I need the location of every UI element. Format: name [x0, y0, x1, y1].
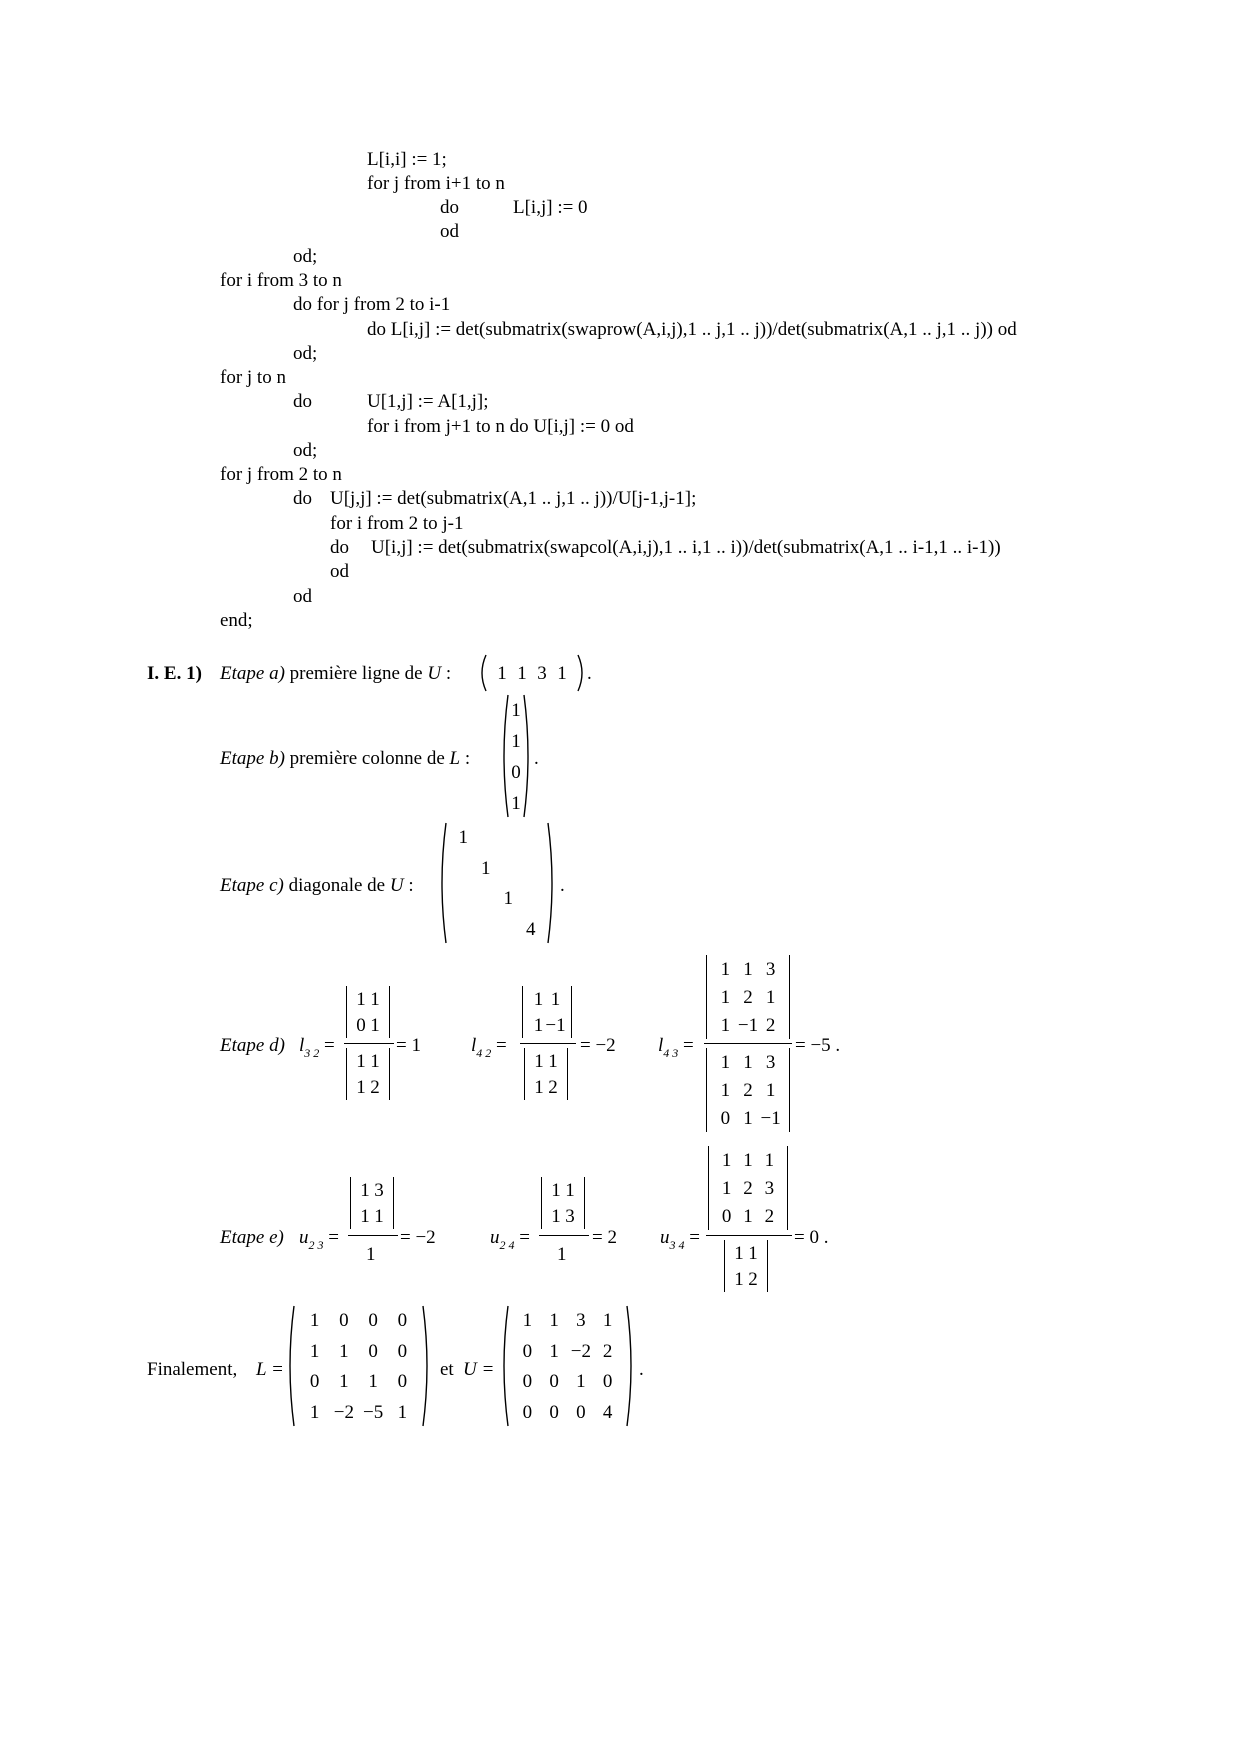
matrix-cell: 0 [522, 1401, 533, 1423]
matrix-cell: 1 [497, 663, 507, 684]
l42-label: $l_{4 2}$ = [471, 1035, 507, 1060]
parentheses [500, 694, 532, 818]
matrix-cell: 1 [360, 1206, 370, 1227]
determinant-bar [571, 986, 572, 1038]
matrix-cell: 1 [576, 1371, 586, 1393]
period: . [639, 1359, 644, 1380]
determinant [541, 1177, 585, 1229]
matrix-cell: 2 [765, 1015, 776, 1036]
determinant-bar [789, 955, 790, 1039]
determinant [350, 1177, 394, 1229]
determinant [524, 1048, 568, 1100]
matrix-cell: 1 [765, 1080, 776, 1101]
determinant [724, 1240, 768, 1292]
matrix-cell: 1 [511, 792, 521, 814]
matrix-cell: 1 [551, 1180, 561, 1201]
matrix-cell: 1 [550, 989, 561, 1010]
step-tag: Etape b) [220, 748, 285, 769]
code-line: U[1,j] := A[1,j]; [367, 391, 489, 412]
matrix-cell: 1 [370, 989, 380, 1010]
matrix-cell: 1 [743, 1206, 753, 1227]
step-tag: Etape c) [220, 875, 284, 896]
matrix-cell: 0 [549, 1371, 559, 1393]
determinant-bar [787, 1146, 788, 1230]
parentheses [286, 1305, 431, 1427]
matrix-cell: −1 [545, 1015, 566, 1036]
matrix-cell: 1 [309, 1401, 320, 1423]
matrix-cell: 0 [602, 1371, 613, 1393]
matrix-cell: 1 [533, 1015, 544, 1036]
variable: U [427, 663, 442, 684]
matrix-cell: 1 [356, 1077, 366, 1098]
matrix-cell: 1 [549, 1310, 559, 1332]
step-text: première colonne de [284, 748, 450, 769]
determinant-bar [724, 1240, 725, 1292]
result: = 2 [592, 1227, 617, 1248]
result: = −2 [580, 1035, 616, 1056]
result: = −5 . [795, 1035, 841, 1056]
matrix-L [286, 1305, 431, 1427]
code-line: od [293, 586, 312, 607]
code-line: do L[i,j] := det(submatrix(swaprow(A,i,j),1 .. j,1 .. j))/det(submatrix(A,1 .. j,1 .. j)) od [367, 319, 1017, 340]
result: = −2 [400, 1227, 436, 1248]
matrix-cell: 1 [743, 1150, 753, 1171]
u34-label: $u_{3 4}$ = [660, 1227, 700, 1252]
matrix-cell: 1 [549, 1340, 559, 1362]
determinant-bar [393, 1177, 394, 1229]
step-text: diagonale de [283, 875, 390, 896]
matrix-cell: 3 [374, 1180, 384, 1201]
section-label: I. E. 1) [147, 663, 202, 684]
u24-label: $u_{2 4}$ = [490, 1227, 530, 1252]
matrix-cell: 0 [522, 1371, 533, 1393]
determinant-bar [522, 986, 523, 1038]
L-label: L = [256, 1359, 284, 1380]
matrix-cell: 1 [748, 1243, 758, 1264]
code-line: do [440, 197, 459, 218]
matrix-cell: 1 [602, 1310, 613, 1332]
u23-label: $u_{2 3}$ = [299, 1227, 339, 1252]
matrix-cell: 1 [557, 663, 567, 684]
period: . [560, 875, 565, 896]
determinant [346, 986, 390, 1038]
matrix-cell: 2 [370, 1077, 380, 1098]
determinant-bar [708, 1146, 709, 1230]
matrix-cell: 2 [743, 987, 753, 1008]
matrix-cell: 1 [503, 888, 513, 910]
matrix-cell: 1 [397, 1401, 408, 1423]
matrix-cell: 0 [356, 1015, 366, 1036]
determinant-bar [346, 986, 347, 1038]
parentheses [438, 822, 556, 944]
period: . [534, 748, 539, 769]
conjunction: et [440, 1359, 454, 1380]
code-line: do for j from 2 to i-1 [293, 294, 451, 315]
matrix-cell: 0 [368, 1310, 378, 1332]
fraction-bar [706, 1235, 792, 1236]
matrix-cell: 1 [720, 1052, 731, 1073]
code-line: for i from j+1 to n do U[i,j] := 0 od [367, 416, 634, 437]
fraction-bar [520, 1043, 576, 1044]
matrix-cell: 0 [549, 1401, 559, 1423]
matrix-cell: 1 [370, 1051, 380, 1072]
code-line: for j from i+1 to n [367, 173, 505, 194]
matrix-cell: 0 [309, 1371, 320, 1393]
determinant-bar [584, 1177, 585, 1229]
matrix-cell: −2 [333, 1401, 354, 1423]
matrix-cell: 3 [537, 663, 547, 684]
l43-label: $l_{4 3}$ = [658, 1035, 694, 1060]
colon: : [460, 748, 471, 769]
matrix-U [500, 1305, 635, 1427]
determinant-bar [567, 1048, 568, 1100]
parentheses [478, 654, 586, 692]
matrix-cell: 1 [743, 959, 753, 980]
denominator: 1 [557, 1244, 567, 1265]
matrix-cell: 1 [720, 959, 731, 980]
denominator: 1 [366, 1244, 376, 1265]
matrix-cell: 1 [565, 1180, 575, 1201]
matrix-cell: 1 [533, 989, 544, 1010]
matrix-cell: 3 [765, 959, 776, 980]
matrix-cell: 1 [368, 1371, 378, 1393]
matrix-cell: 0 [397, 1371, 408, 1393]
code-line: for i from 3 to n [220, 270, 342, 291]
parentheses [500, 1305, 635, 1427]
matrix-cell: 1 [743, 1108, 753, 1129]
matrix-cell: −2 [570, 1340, 591, 1362]
matrix-cell: 1 [309, 1340, 320, 1362]
matrix-cell: 1 [517, 663, 527, 684]
matrix-cell: 1 [721, 1178, 732, 1199]
matrix-cell: 1 [764, 1150, 775, 1171]
matrix-cell: −1 [737, 1015, 759, 1036]
determinant-bar [524, 1048, 525, 1100]
matrix-cell: 0 [397, 1310, 408, 1332]
matrix-cell: 0 [339, 1310, 349, 1332]
matrix-cell: 1 [551, 1206, 561, 1227]
matrix-cell: 1 [339, 1340, 349, 1362]
matrix-cell: 3 [765, 1052, 776, 1073]
matrix-cell: 1 [374, 1206, 384, 1227]
determinant-bar [350, 1177, 351, 1229]
code-line: od [330, 561, 349, 582]
matrix-cell: 1 [339, 1371, 349, 1393]
diagonal-matrix [438, 822, 556, 944]
matrix-cell: 2 [764, 1206, 775, 1227]
matrix-cell: 1 [720, 987, 731, 1008]
determinant [708, 1146, 788, 1230]
code-line: L[i,j] := 0 [513, 197, 588, 218]
matrix-cell: 1 [356, 1051, 366, 1072]
code-line: od [440, 221, 459, 242]
matrix-cell: 2 [743, 1178, 753, 1199]
matrix-cell: 1 [721, 1150, 732, 1171]
determinant-bar [346, 1048, 347, 1100]
determinant [706, 1048, 790, 1132]
code-line: U[j,j] := det(submatrix(A,1 .. j,1 .. j))/U[j-1,j-1]; [330, 488, 697, 509]
matrix-cell: 3 [565, 1206, 575, 1227]
determinant-bar [789, 1048, 790, 1132]
matrix-cell: 1 [548, 1051, 558, 1072]
U-label: U = [463, 1359, 495, 1380]
matrix-cell: 1 [534, 1077, 544, 1098]
determinant-bar [541, 1177, 542, 1229]
matrix-cell: 1 [522, 1310, 533, 1332]
result: = 1 [396, 1035, 421, 1056]
matrix-cell: 1 [458, 827, 468, 849]
colon: : [441, 663, 452, 684]
step-tag: Etape a) [220, 663, 285, 684]
fraction-bar [539, 1235, 589, 1236]
code-line: L[i,i] := 1; [367, 149, 447, 170]
matrix-cell: 1 [370, 1015, 380, 1036]
matrix-cell: 1 [511, 730, 521, 752]
determinant-bar [389, 1048, 390, 1100]
matrix-cell: 1 [743, 1052, 753, 1073]
matrix-cell: 1 [720, 1080, 731, 1101]
step-tag: Etape d) [220, 1035, 285, 1056]
matrix-cell: 1 [734, 1269, 744, 1290]
matrix-cell: 4 [526, 918, 536, 940]
determinant-bar [706, 1048, 707, 1132]
determinant [522, 986, 572, 1038]
matrix-cell: 2 [743, 1080, 753, 1101]
fraction-bar [348, 1235, 398, 1236]
matrix-cell: 1 [356, 989, 366, 1010]
code-line: do [330, 537, 349, 558]
code-line: for j from 2 to n [220, 464, 342, 485]
matrix-cell: 1 [720, 1015, 731, 1036]
matrix-cell: 2 [602, 1340, 613, 1362]
row-vector [478, 654, 586, 692]
code-line: end; [220, 610, 253, 631]
code-line: for i from 2 to j-1 [330, 513, 464, 534]
matrix-cell: 4 [602, 1401, 613, 1423]
determinant-bar [389, 986, 390, 1038]
matrix-cell: 3 [576, 1310, 586, 1332]
determinant-bar [706, 955, 707, 1039]
matrix-cell: 2 [748, 1269, 758, 1290]
code-line: for j to n [220, 367, 286, 388]
matrix-cell: 1 [511, 699, 521, 721]
matrix-cell: 0 [576, 1401, 586, 1423]
matrix-cell: 0 [522, 1340, 533, 1362]
result: = 0 . [794, 1227, 829, 1248]
matrix-cell: 2 [548, 1077, 558, 1098]
matrix-cell: 1 [734, 1243, 744, 1264]
matrix-cell: −5 [363, 1401, 384, 1423]
determinant [346, 1048, 390, 1100]
fraction-bar [704, 1043, 792, 1044]
colon: : [403, 875, 414, 896]
matrix-cell: 0 [721, 1206, 732, 1227]
matrix-cell: 1 [481, 857, 491, 879]
variable: U [389, 875, 404, 896]
final-prefix: Finalement, [147, 1359, 238, 1380]
code-line: do [293, 391, 312, 412]
variable: L [449, 748, 461, 769]
code-line: od; [293, 440, 318, 461]
matrix-cell: 1 [309, 1310, 320, 1332]
matrix-cell: 0 [511, 761, 521, 783]
determinant [706, 955, 790, 1039]
code-line: do [293, 488, 312, 509]
step-tag: Etape e) [220, 1227, 284, 1248]
matrix-cell: 0 [368, 1340, 378, 1362]
determinant-bar [767, 1240, 768, 1292]
step-text: première ligne de [284, 663, 428, 684]
code-line: od; [293, 343, 318, 364]
column-vector [500, 694, 532, 818]
matrix-cell: 3 [764, 1178, 775, 1199]
fraction-bar [344, 1043, 394, 1044]
matrix-cell: 0 [397, 1340, 408, 1362]
matrix-cell: 1 [534, 1051, 544, 1072]
period: . [587, 663, 592, 684]
matrix-cell: 0 [720, 1108, 731, 1129]
matrix-cell: −1 [760, 1108, 781, 1129]
matrix-cell: 1 [360, 1180, 370, 1201]
l32-label: $l_{3 2}$ = [299, 1035, 335, 1060]
code-line: od; [293, 246, 318, 267]
code-line: U[i,j] := det(submatrix(swapcol(A,i,j),1 .. i,1 .. i))/det(submatrix(A,1 .. i-1,1 .. i-1)) [371, 537, 1001, 558]
matrix-cell: 1 [765, 987, 776, 1008]
